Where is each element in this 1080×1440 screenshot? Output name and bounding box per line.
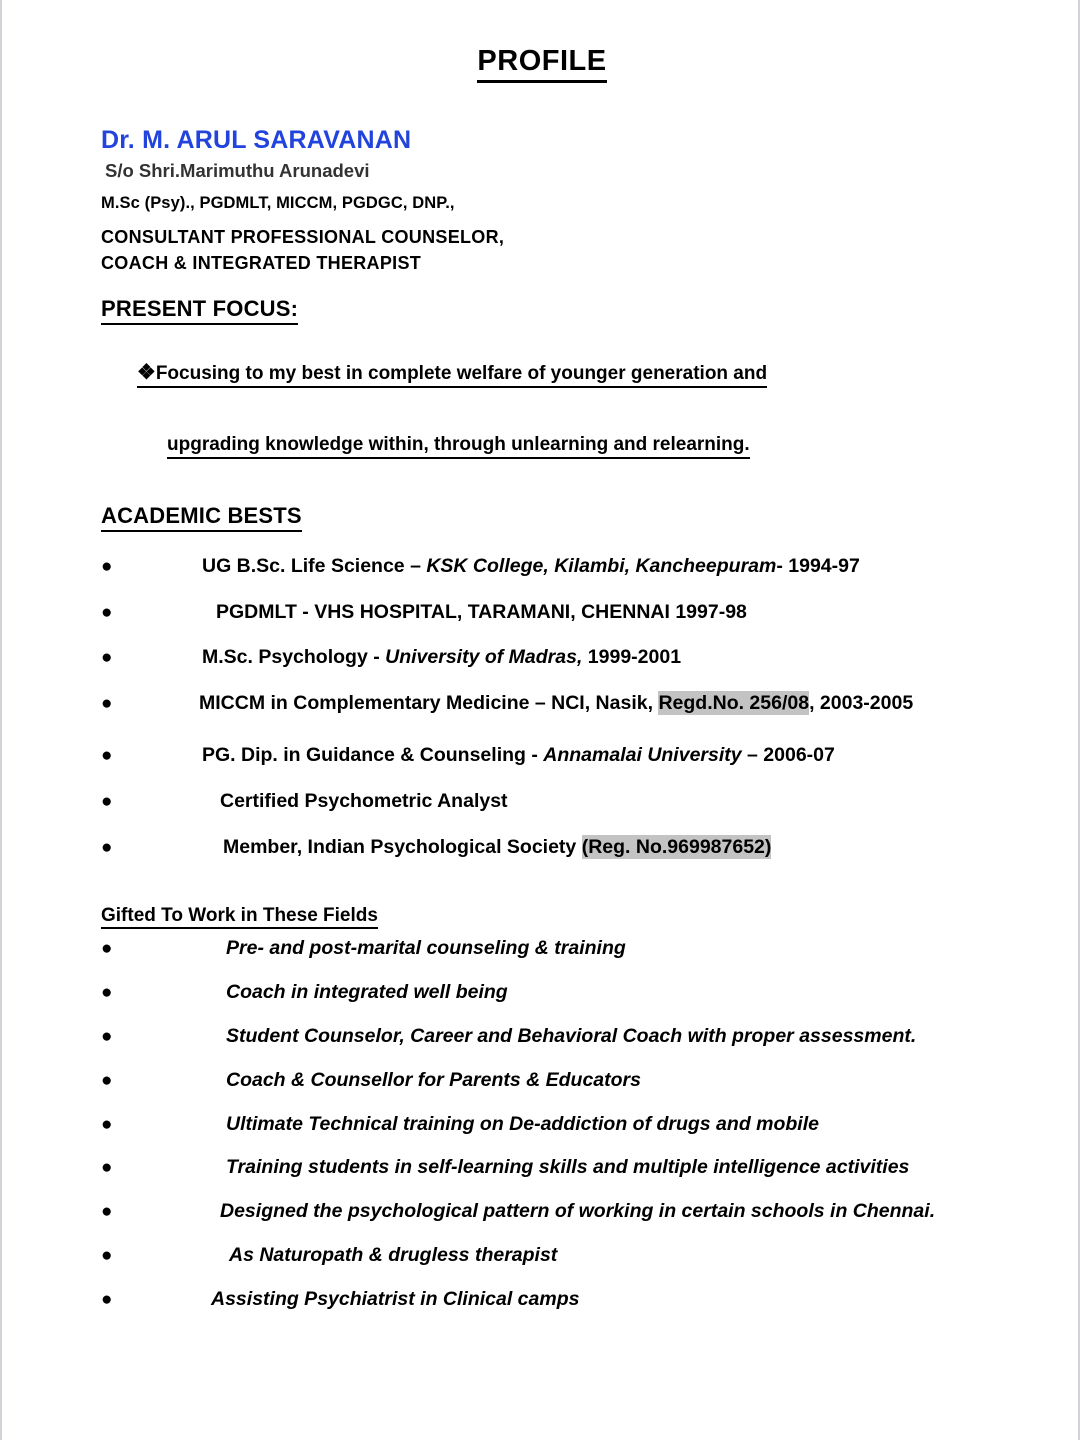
bullet-dot-icon: ● [101,601,113,623]
list-item-text [220,790,508,813]
list-item-text: Training students in self-learning skills and multiple intelligence activities [226,1156,910,1179]
bullet-dot-icon: ● [101,982,113,1004]
diamond-bullet-icon: ❖ [137,361,156,385]
candidate-qualifications: M.Sc (Psy)., PGDMLT, MICCM, PGDGC, DNP., [101,194,455,213]
academic-bests-list [2,555,1080,860]
candidate-parentage: S/o Shri.Marimuthu Arunadevi [105,160,370,182]
bullet-dot-icon: ● [101,1244,113,1266]
list-item [2,1113,1080,1137]
candidate-role-line-1: CONSULTANT PROFESSIONAL COUNSELOR, [101,226,505,247]
list-item-text: Ultimate Technical training on De-addiction of drugs and mobile [226,1112,819,1135]
plain-text: 1999-2001 [582,646,682,669]
list-item-text: Coach & Counsellor for Parents & Educators [226,1068,641,1091]
list-item-text: Student Counselor, Career and Behavioral Coach with proper assessment. [226,1024,917,1047]
list-item-text [223,836,771,859]
present-focus-line-2 [2,434,1080,457]
focus-line-1-text: Focusing to my best in complete welfare of younger generation and [155,363,768,385]
gifted-fields-heading-text: Gifted To Work in These Fields [101,905,378,929]
list-item-text: Pre- and post-marital counseling & training [226,937,626,960]
profile-header [2,126,1080,276]
plain-text: - 1994-97 [776,554,860,577]
list-item [2,981,1080,1005]
academic-bests-heading [2,503,1080,529]
bullet-dot-icon: ● [101,836,113,858]
list-item-text [202,555,860,578]
list-item [2,646,1080,670]
page-title [2,0,1080,78]
bullet-dot-icon: ● [101,1025,113,1047]
plain-text: PGDMLT - VHS HOSPITAL, TARAMANI, CHENNAI 1997-98 [216,600,747,623]
present-focus-heading [2,296,1080,322]
focus-line-1-underlined [137,363,767,388]
gifted-fields-heading [2,905,1080,927]
bullet-dot-icon: ● [101,1157,113,1179]
bullet-dot-icon: ● [101,693,113,715]
emphasis-text: University of Madras, [385,646,583,669]
gifted-fields-list [2,937,1080,1311]
list-item [2,790,1080,814]
emphasis-text: Annamalai University [543,743,742,766]
list-item-text: Coach in integrated well being [226,981,508,1004]
present-focus-line-1 [2,362,1080,386]
list-item [2,836,1080,860]
present-focus-body [2,362,1080,457]
list-item [2,1200,1080,1224]
list-item [2,1069,1080,1093]
bullet-dot-icon: ● [101,1201,113,1223]
plain-text: Certified Psychometric Analyst [220,789,508,812]
plain-text: Member, Indian Psychological Society [223,835,582,858]
list-item [2,744,1080,768]
list-item [2,692,1080,716]
highlighted-text: (Reg. No.969987652) [581,835,772,858]
bullet-dot-icon: ● [101,647,113,669]
candidate-role-line-2: COACH & INTEGRATED THERAPIST [101,253,422,274]
academic-bests-heading-text: ACADEMIC BESTS [101,503,302,532]
list-item-text [216,601,747,624]
list-item [2,1288,1080,1312]
bullet-dot-icon: ● [101,1069,113,1091]
present-focus-heading-text: PRESENT FOCUS: [101,296,298,325]
page-title-text: PROFILE [477,45,606,83]
list-item [2,601,1080,625]
list-item-text: Assisting Psychiatrist in Clinical camps [211,1287,580,1310]
list-item [2,937,1080,961]
plain-text: M.Sc. Psychology - [202,646,386,669]
bullet-dot-icon: ● [101,790,113,812]
bullet-dot-icon: ● [101,744,113,766]
emphasis-text: KSK College, Kilambi, Kancheepuram [426,554,777,577]
bullet-dot-icon: ● [101,938,113,960]
candidate-name: Dr. M. ARUL SARAVANAN [101,125,412,154]
bullet-dot-icon: ● [101,1113,113,1135]
plain-text: – 2006-07 [741,743,835,766]
bullet-dot-icon: ● [101,555,113,577]
list-item [2,1025,1080,1049]
list-item [2,1244,1080,1268]
plain-text: MICCM in Complementary Medicine – NCI, Nasik, [199,692,659,715]
plain-text: , 2003-2005 [809,692,914,715]
list-item-text [199,692,913,715]
plain-text: PG. Dip. in Guidance & Counseling - [202,743,544,766]
bullet-dot-icon: ● [101,1288,113,1310]
focus-line-2-text: upgrading knowledge within, through unlearning and relearning. [167,434,750,459]
page-content [2,0,1080,1331]
list-item-text: Designed the psychological pattern of working in certain schools in Chennai. [220,1200,936,1223]
list-item-text [202,744,835,767]
list-item [2,1156,1080,1180]
list-item-text: As Naturopath & drugless therapist [229,1243,558,1266]
highlighted-text: Regd.No. 256/08 [658,692,810,715]
list-item [2,555,1080,579]
list-item-text [202,646,681,669]
plain-text: UG B.Sc. Life Science – [202,554,427,577]
